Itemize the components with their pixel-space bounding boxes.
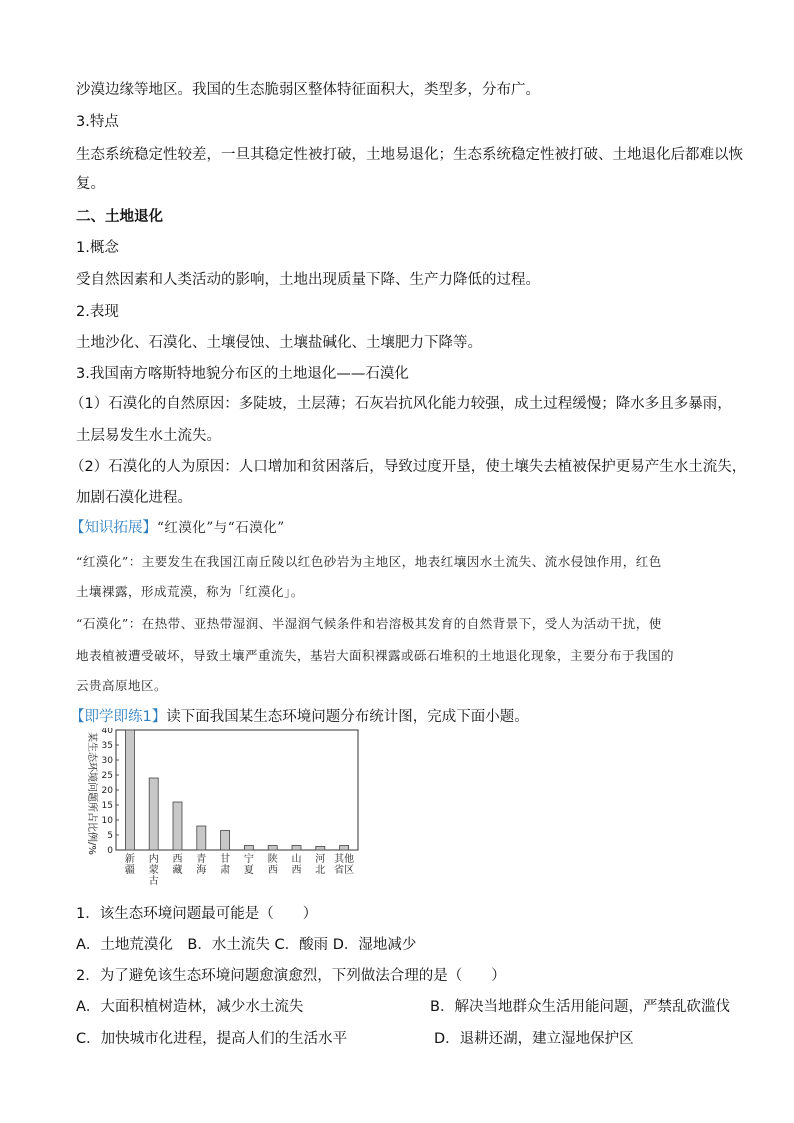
practice-heading [70,707,529,727]
x-tick-label: 甘肃 [220,854,231,876]
y-tick-label: 25 [101,771,113,781]
text-line: 沙漠边缘等地区。我国的生态脆弱区整体特征面积大，类型多，分布广。 [76,82,540,98]
knowledge-extension-tag: 【知识拓展】 [70,520,157,536]
question-1-options: A．土地荒漠化 B．水土流失 C．酸雨 D．湿地减少 [76,937,417,953]
y-tick-label: 30 [101,756,113,766]
text-line: 土地沙化、石漠化、土壤侵蚀、土壤盐碱化、土壤肥力下降等。 [76,335,482,351]
y-tick-label: 20 [101,786,113,796]
text-line: “石漠化”：在热带、亚热带湿润、半湿润气候条件和岩溶极其发育的自然背景下，受人为活动干扰，使 [76,616,662,631]
y-tick-label: 0 [107,846,113,856]
bar [173,802,182,850]
section-heading: 1.概念 [76,240,119,256]
question-2-option-a: A．大面积植树造林，减少水土流失 [76,999,304,1015]
y-tick-label: 10 [101,816,113,826]
bar [292,846,301,851]
x-tick-label: 宁夏 [243,854,254,876]
x-tick-label: 内蒙古 [148,854,159,887]
text-line: 云贵高原地区。 [76,678,168,693]
x-tick-label: 陕西 [267,854,278,876]
bar [316,846,325,850]
y-axis-title: 某生态环境问题所占比例/% [86,732,97,855]
text-line: 地表植被遭受破坏，导致土壤严重流失，基岩大面积裸露或砾石堆积的土地退化现象，主要分布于我国的 [76,648,675,663]
bar [197,826,206,850]
y-tick-label: 15 [101,801,113,811]
bar [125,730,134,850]
section-heading: 3.特点 [76,114,119,130]
practice-text: 读下面我国某生态环境问题分布统计图，完成下面小题。 [166,709,529,725]
text-line: 土层易发生水土流失。 [76,428,221,444]
x-tick-label: 西藏 [172,854,183,876]
knowledge-extension-title: “红漠化”与“石漠化” [157,520,285,536]
question-1: 1．该生态环境问题最可能是（ ） [76,906,318,922]
section-heading: 2.表现 [76,304,119,320]
knowledge-extension-heading [70,518,285,538]
y-tick-label: 40 [101,728,113,736]
section-heading: 3.我国南方喀斯特地貌分布区的土地退化——石漠化 [76,366,409,382]
bar [149,778,158,850]
text-line: （1）石漠化的自然原因：多陡坡，土层薄；石灰岩抗风化能力较强，成土过程缓慢；降水多且多暴雨， [70,396,732,412]
text-line: 土壤裸露，形成荒漠，称为「红漠化」。 [76,584,304,599]
text-line: “红漠化”：主要发生在我国江南丘陵以红色砂岩为主地区，地表红壤因水土流失、流水侵蚀作用，红色 [76,554,662,569]
y-tick-label: 5 [107,831,113,841]
x-tick-label: 河北 [315,854,326,876]
section-heading: 二、土地退化 [76,209,163,225]
bar [221,831,230,851]
y-tick-label: 35 [101,741,113,751]
text-line: 受自然因素和人类活动的影响，土地出现质量下降、生产力降低的过程。 [76,272,540,288]
practice-tag: 【即学即练1】 [70,709,167,725]
text-line: 生态系统稳定性较差，一旦其稳定性被打破，土地易退化；生态系统稳定性被打破、土地退化后都难以恢 [76,147,743,163]
x-tick-label: 其他省区 [334,854,355,876]
question-2: 2．为了避免该生态环境问题愈演愈烈，下列做法合理的是（ ） [76,968,506,984]
x-tick-label: 山西 [291,854,302,876]
bar [340,846,349,851]
bar-chart [80,728,370,888]
x-tick-label: 新疆 [124,854,135,876]
x-tick-label: 青海 [196,854,207,876]
bar [244,846,253,851]
question-2-option-d: D．退耕还湖，建立湿地保护区 [434,1031,634,1047]
question-2-option-b: B．解决当地群众生活用能问题，严禁乱砍滥伐 [430,999,730,1015]
question-2-option-c: C．加快城市化进程，提高人们的生活水平 [76,1031,348,1047]
text-line: 加剧石漠化进程。 [76,490,192,506]
bar [268,846,277,851]
text-line: （2）石漠化的人为原因：人口增加和贫困落后，导致过度开垦，使土壤失去植被保护更易产生水土流失， [70,459,747,475]
text-line: 复。 [76,176,105,192]
